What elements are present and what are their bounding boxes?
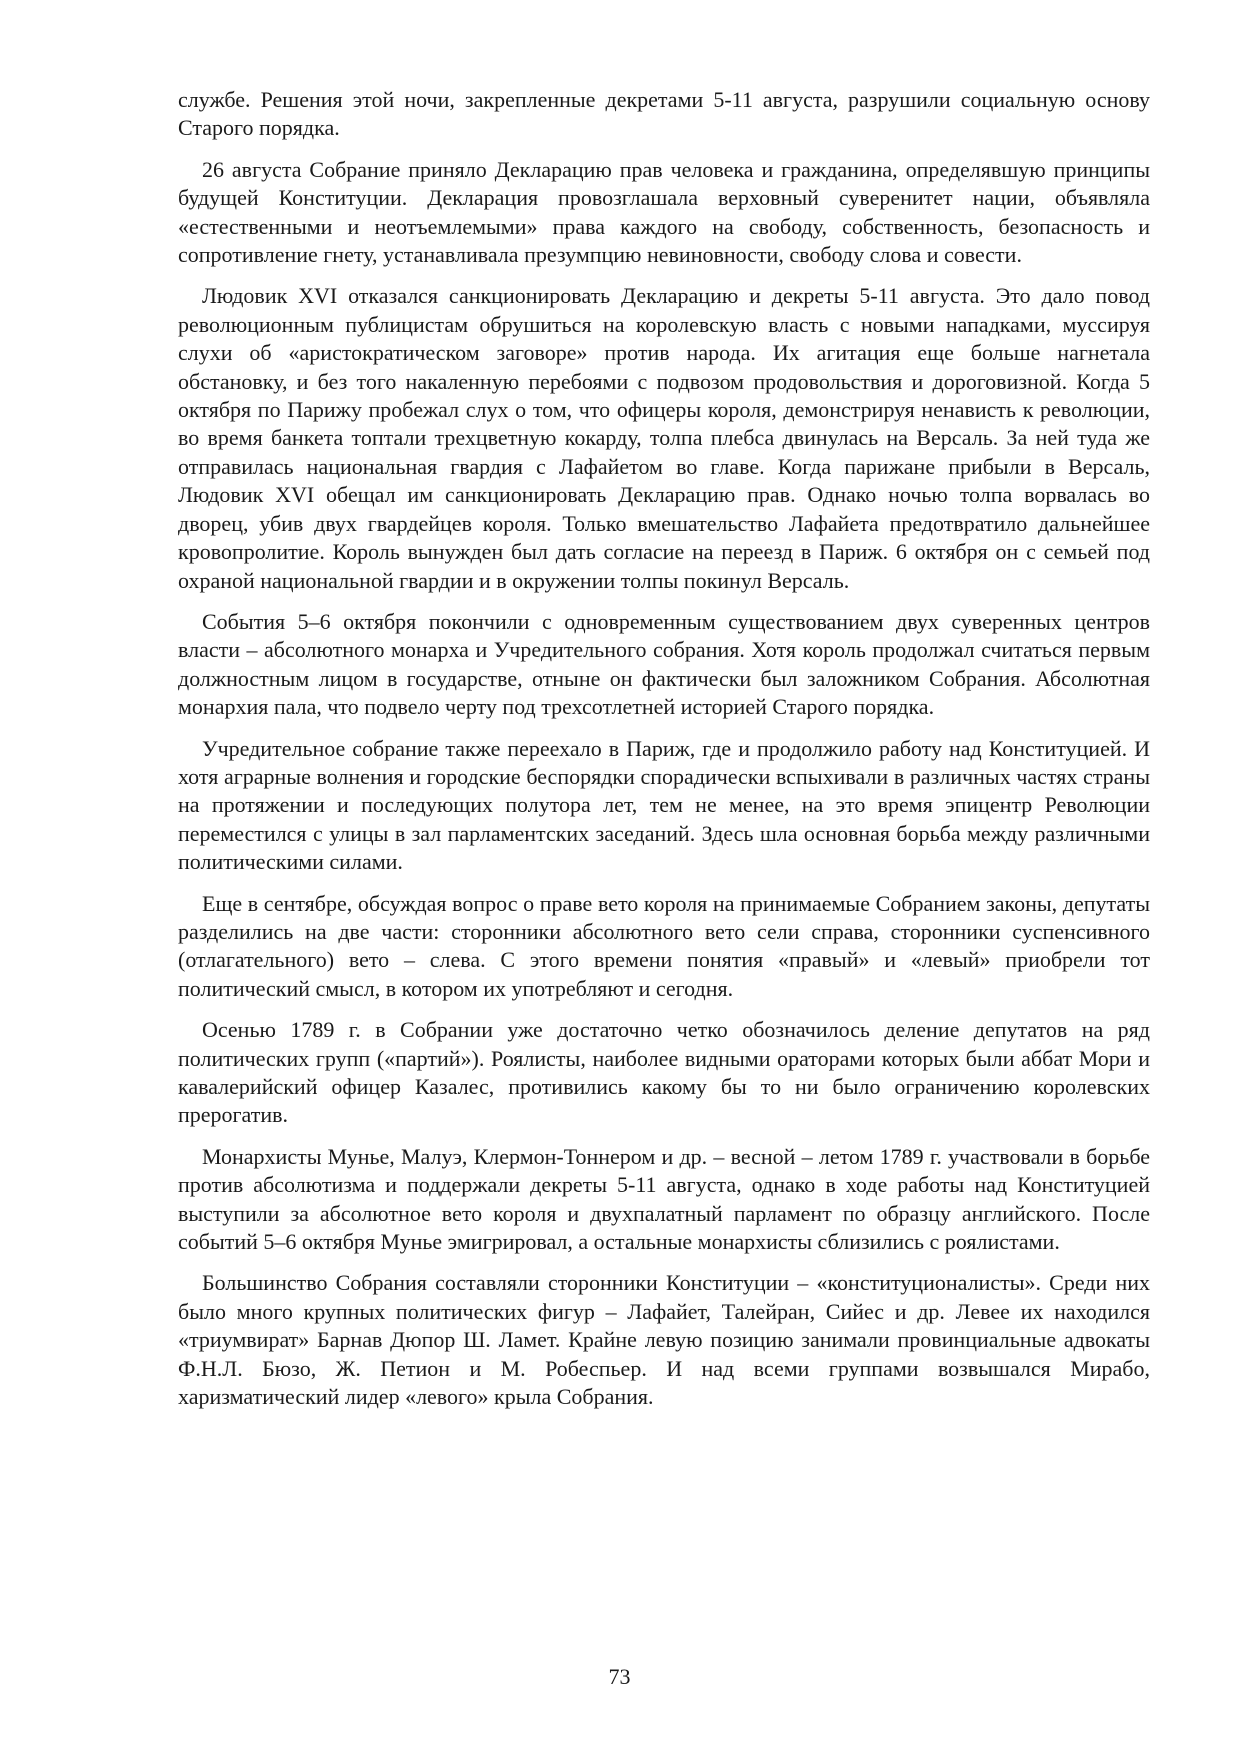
paragraph-8: Монархисты Мунье, Малуэ, Клермон-Тоннером и др. – весной – летом 1789 г. участвовали в борьбе против абсолютизма и поддержали декреты 5-11 августа, однако в ходе работы над Конституцией выступили за абсолютное вето короля и двухпалатный парламент по образцу английского. После событий 5–6 октября Мунье эмигрировал, а остальные монархисты сблизились с роялистами. [178, 1143, 1150, 1255]
paragraph-3: Людовик XVI отказался санкционировать Декларацию и декреты 5-11 августа. Это дало повод революционным публицистам обрушиться на королевскую власть с новыми нападками, муссируя слухи об «аристократическом заговоре» против народа. Их агитация еще больше нагнетала обстановку, и без того накаленную перебоями с подвозом продовольствия и дороговизной. Когда 5 октября по Парижу пробежал слух о том, что офицеры короля, демонстрируя ненависть к революции, во время банкета топтали трехцветную кокарду, толпа плебса двинулась на Версаль. За ней туда же отправилась национальная гвардия с Лафайетом во главе. Когда парижане прибыли в Версаль, Людовик XVI обещал им санкционировать Декларацию прав. Однако ночью толпа ворвалась во дворец, убив двух гвардейцев короля. Только вмешательство Лафайета предотвратило дальнейшее кровопролитие. Король вынужден был дать согласие на переезд в Париж. 6 октября он с семьей под охраной национальной гвардии и в окружении толпы покинул Версаль. [178, 283, 1150, 593]
paragraph-5: Учредительное собрание также переехало в Париж, где и продолжило работу над Конституцией. И хотя аграрные волнения и городские беспорядки спорадически вспыхивали в различных частях страны на протяжении и последующих полутора лет, тем не менее, на это время эпицентр Революции переместился с улицы в зал парламентских заседаний. Здесь шла основная борьба между различными политическими силами. [178, 735, 1150, 875]
paragraph-9: Большинство Собрания составляли сторонники Конституции – «конституционалисты». Среди них было много крупных политических фигур – Лафайет, Талейран, Сийес и др. Левее их находился «триумвират» Барнав Дюпор Ш. Ламет. Крайне левую позицию занимали провинциальные адвокаты Ф.Н.Л. Бюзо, Ж. Петион и М. Робеспьер. И над всеми группами возвышался Мирабо, харизматический лидер «левого» крыла Собрания. [178, 1270, 1150, 1410]
paragraph-6: Еще в сентябре, обсуждая вопрос о праве вето короля на принимаемые Собранием законы, депутаты разделились на две части: сторонники абсолютного вето сели справа, сторонники суспенсивного (отлагательного) вето – слева. С этого времени понятия «правый» и «левый» приобрели тот политический смысл, в котором их употребляют и сегодня. [178, 890, 1150, 1001]
paragraph-2: 26 августа Собрание приняло Декларацию прав человека и гражданина, определявшую принципы будущей Конституции. Декларация провозглашала верховный суверенитет нации, объявляла «естественными и неотъемлемыми» права каждого на свободу, собственность, безопасность и сопротивление гнету, устанавливала презумпцию невиновности, свободу слова и совести. [178, 156, 1150, 268]
paragraph-1: службе. Решения этой ночи, закрепленные декретами 5-11 августа, разрушили социальную основу Старого порядка. [178, 87, 1150, 141]
page-number: 73 [608, 1664, 631, 1689]
paragraph-7: Осенью 1789 г. в Собрании уже достаточно четко обозначилось деление депутатов на ряд политических групп («партий»). Роялисты, наиболее видными ораторами которых были аббат Мори и кавалерийский офицер Казалес, противились какому бы то ни было ограничению королевских прерогатив. [178, 1017, 1150, 1128]
page-body [178, 86, 1150, 1424]
paragraph-4: События 5–6 октября покончили с одновременным существованием двух суверенных центров власти – абсолютного монарха и Учредительного собрания. Хотя король продолжал считаться первым должностным лицом в государстве, отныне он фактически был заложником Собрания. Абсолютная монархия пала, что подвело черту под трехсотлетней историей Старого порядка. [178, 608, 1150, 720]
